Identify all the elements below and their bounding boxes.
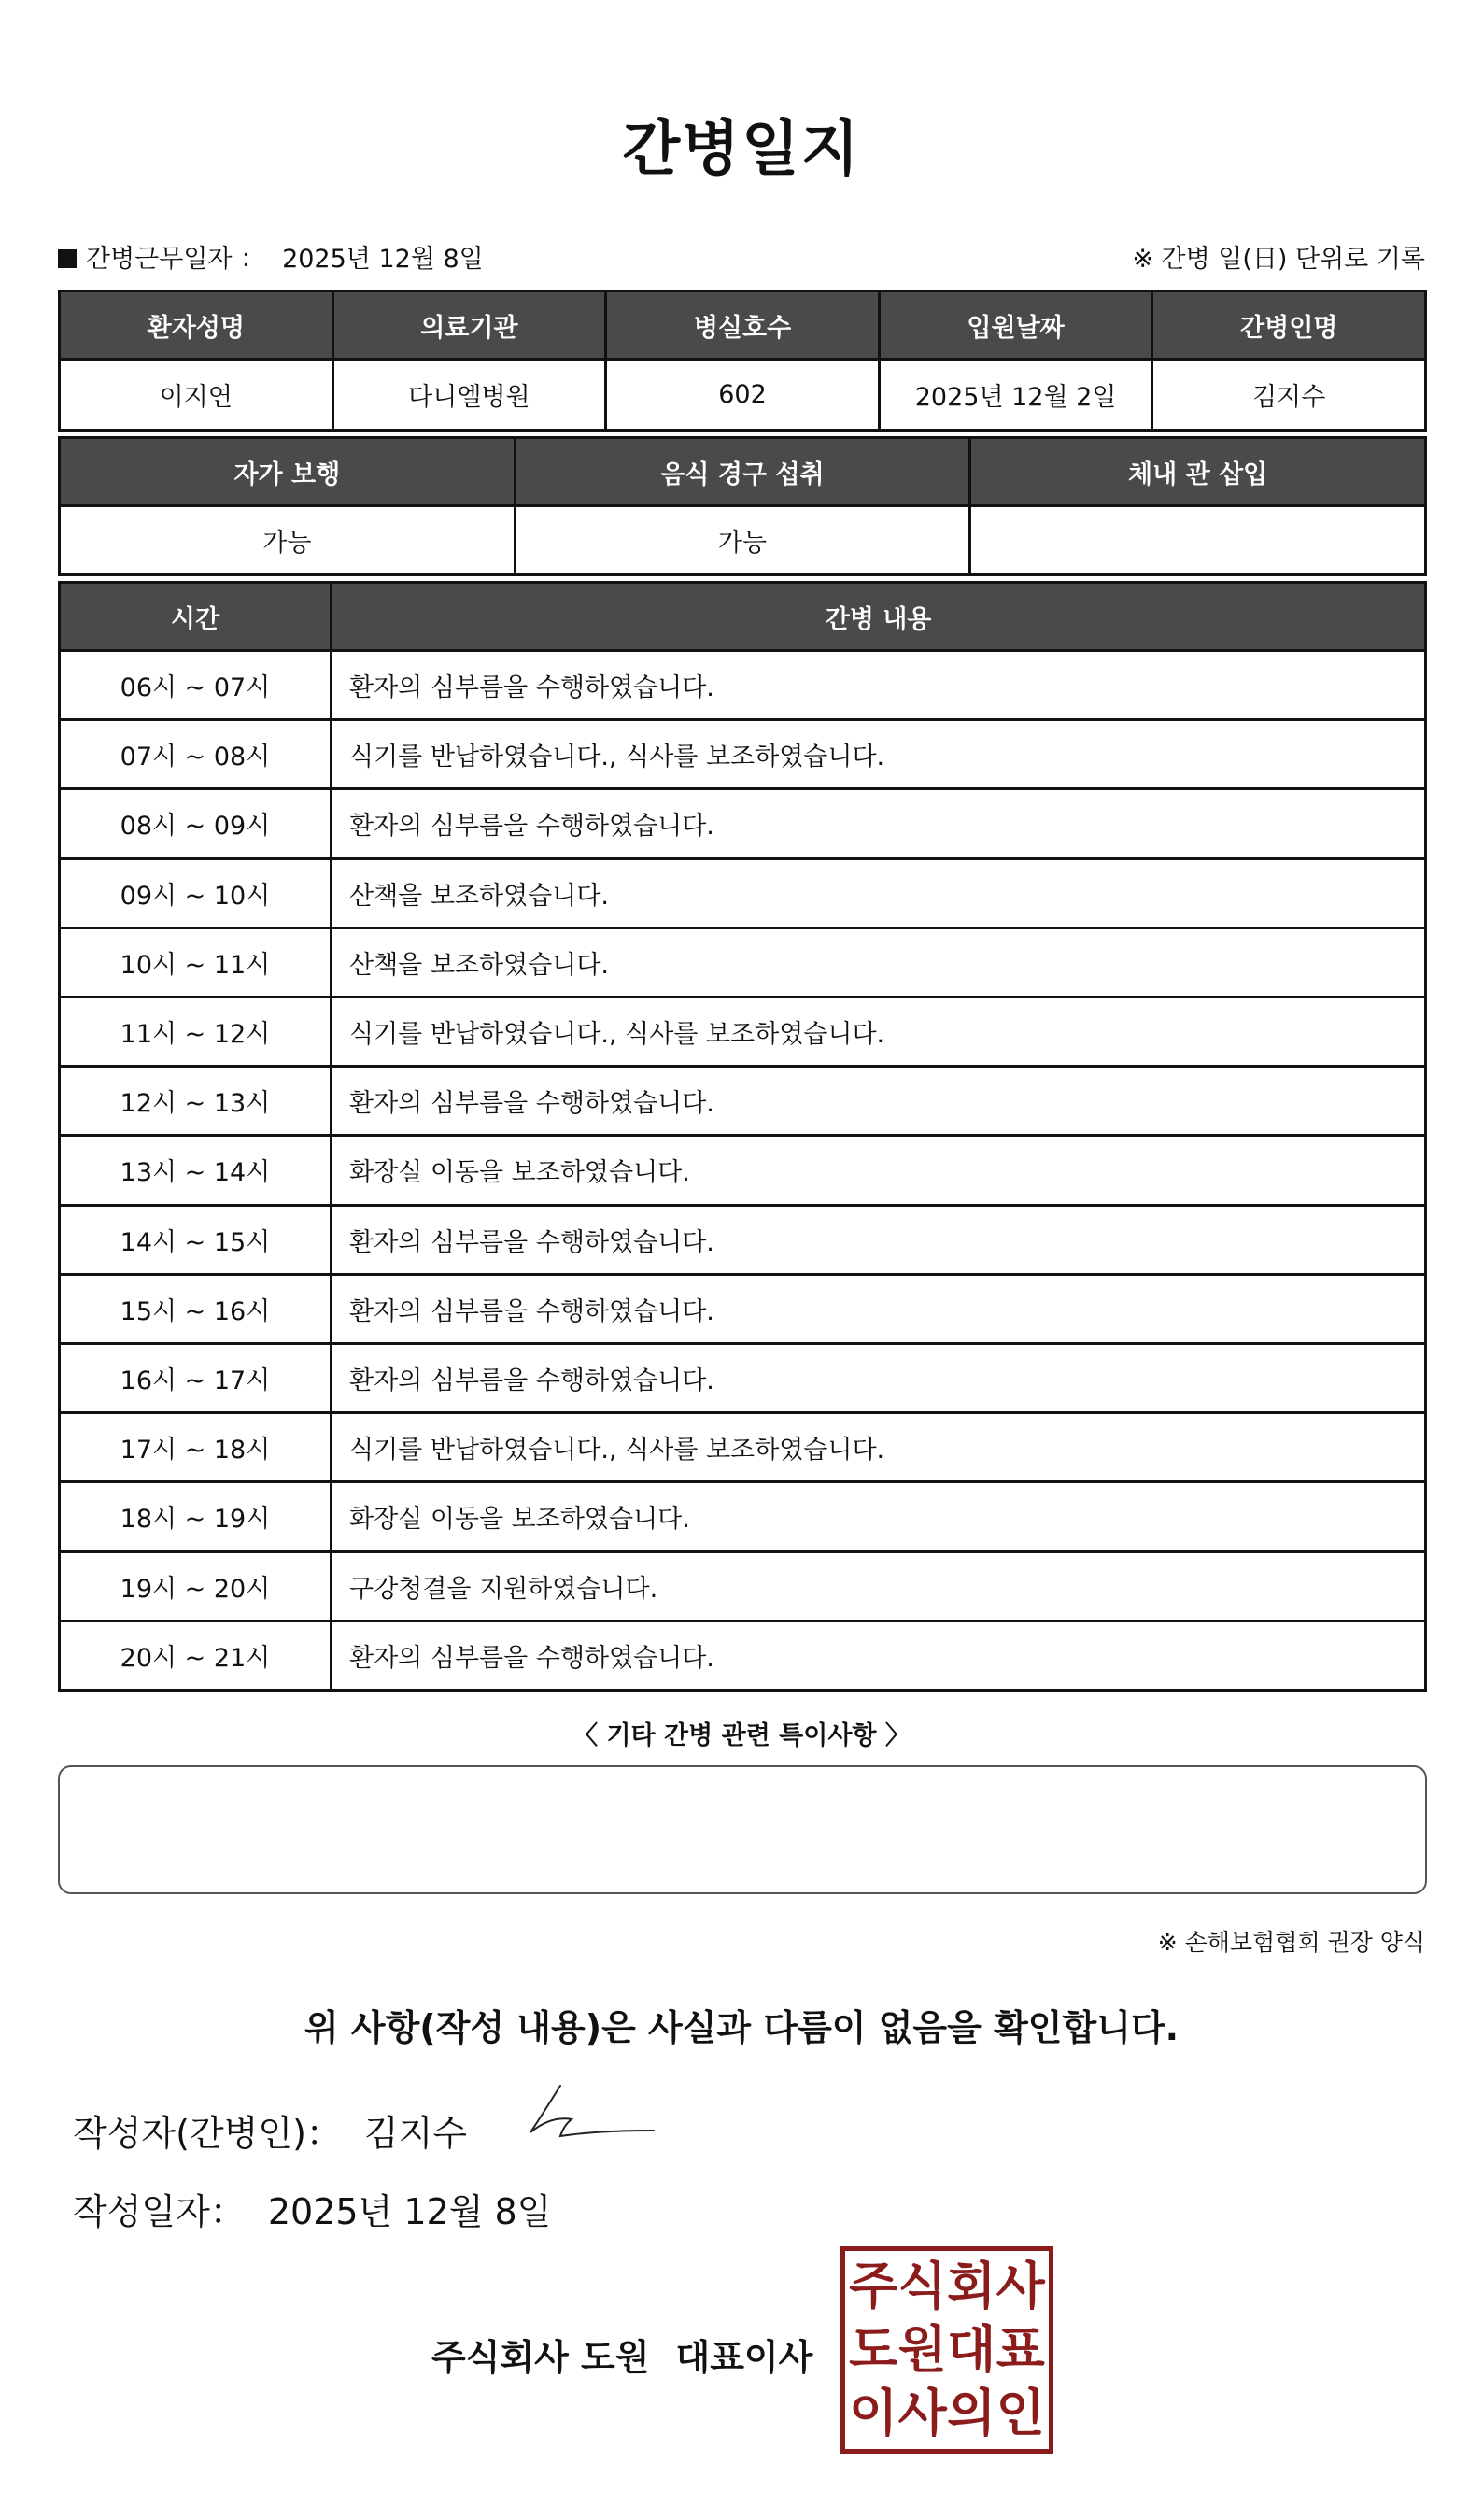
seal-char: 원 bbox=[897, 2320, 947, 2379]
header-patient-name: 환자성명 bbox=[61, 292, 332, 358]
log-content: 환자의 심부름을 수행하였습니다. bbox=[332, 790, 1424, 857]
work-date-value: 2025년 12월 8일 bbox=[282, 245, 484, 274]
seal-char: 사 bbox=[996, 2257, 1045, 2315]
unit-note: ※ 간병 일(日) 단위로 기록 bbox=[1132, 245, 1425, 274]
company-line bbox=[431, 2329, 812, 2380]
log-content: 산책을 보조하였습니다. bbox=[332, 929, 1424, 996]
header-self-walking: 자가 보행 bbox=[61, 439, 514, 504]
log-time: 13시 ~ 14시 bbox=[61, 1137, 330, 1203]
log-content: 환자의 심부름을 수행하였습니다. bbox=[332, 1207, 1424, 1273]
header-oral-intake: 음식 경구 섭취 bbox=[516, 439, 969, 504]
header-tube-insertion: 체내 관 삽입 bbox=[971, 439, 1424, 504]
seal-char: 의 bbox=[947, 2384, 996, 2442]
seal-char: 도 bbox=[849, 2320, 898, 2379]
header-time: 시간 bbox=[61, 584, 330, 649]
log-time: 14시 ~ 15시 bbox=[61, 1207, 330, 1273]
patient-name: 이지연 bbox=[61, 361, 332, 429]
oral-intake-value: 가능 bbox=[516, 507, 969, 573]
log-time: 15시 ~ 16시 bbox=[61, 1276, 330, 1342]
room-number: 602 bbox=[607, 361, 878, 429]
write-date-line bbox=[73, 2183, 551, 2234]
log-content: 화장실 이동을 보조하였습니다. bbox=[332, 1137, 1424, 1203]
log-time: 08시 ~ 09시 bbox=[61, 790, 330, 857]
log-time: 16시 ~ 17시 bbox=[61, 1345, 330, 1411]
log-content: 환자의 심부름을 수행하였습니다. bbox=[332, 1622, 1424, 1689]
header-caregiver-name: 간병인명 bbox=[1153, 292, 1424, 358]
log-time: 17시 ~ 18시 bbox=[61, 1414, 330, 1480]
special-notes-title: 〈 기타 간병 관련 특이사항 〉 bbox=[572, 1721, 911, 1750]
work-date-label: 간병근무일자 ： bbox=[86, 245, 266, 274]
company-rep: 대표이사 bbox=[675, 2337, 813, 2378]
log-content: 환자의 심부름을 수행하였습니다. bbox=[332, 1276, 1424, 1342]
patient-status-table bbox=[58, 436, 1427, 576]
log-time: 12시 ~ 13시 bbox=[61, 1068, 330, 1134]
seal-char: 인 bbox=[996, 2384, 1045, 2442]
writer-label: 작성자(간병인)： bbox=[73, 2113, 342, 2154]
caregiver-name: 김지수 bbox=[1153, 361, 1424, 429]
log-content: 식기를 반납하였습니다., 식사를 보조하였습니다. bbox=[332, 998, 1424, 1065]
log-time: 20시 ~ 21시 bbox=[61, 1622, 330, 1689]
log-content: 식기를 반납하였습니다., 식사를 보조하였습니다. bbox=[332, 721, 1424, 787]
signature-icon bbox=[523, 2078, 663, 2144]
log-content: 식기를 반납하였습니다., 식사를 보조하였습니다. bbox=[332, 1414, 1424, 1480]
hospital-name: 다니엘병원 bbox=[334, 361, 605, 429]
log-content: 환자의 심부름을 수행하였습니다. bbox=[332, 652, 1424, 718]
log-time: 11시 ~ 12시 bbox=[61, 998, 330, 1065]
log-content: 구강청결을 지원하였습니다. bbox=[332, 1553, 1424, 1620]
header-room: 병실호수 bbox=[607, 292, 878, 358]
write-date-value: 2025년 12월 8일 bbox=[267, 2191, 552, 2232]
company-name: 주식회사 도원 bbox=[431, 2337, 650, 2378]
log-content: 환자의 심부름을 수행하였습니다. bbox=[332, 1345, 1424, 1411]
admission-date: 2025년 12월 2일 bbox=[881, 361, 1151, 429]
square-bullet-icon bbox=[58, 249, 77, 268]
header-hospital: 의료기관 bbox=[334, 292, 605, 358]
seal-char: 이 bbox=[849, 2384, 898, 2442]
seal-char: 대 bbox=[947, 2320, 996, 2379]
tube-insertion-value bbox=[971, 507, 1424, 573]
work-date bbox=[58, 238, 484, 275]
company-seal bbox=[840, 2246, 1053, 2454]
care-log-table bbox=[58, 581, 1427, 1692]
seal-char: 식 bbox=[897, 2257, 947, 2315]
form-note: ※ 손해보험협회 권장 양식 bbox=[1157, 1929, 1425, 1956]
document-title: 간병일지 bbox=[622, 115, 861, 184]
log-content: 화장실 이동을 보조하였습니다. bbox=[332, 1483, 1424, 1550]
seal-char: 사 bbox=[897, 2384, 947, 2442]
confirmation-statement: 위 사항(작성 내용)은 사실과 다름이 없음을 확인합니다. bbox=[304, 2007, 1179, 2048]
writer-name: 김지수 bbox=[363, 2113, 468, 2154]
special-notes-box bbox=[58, 1765, 1427, 1894]
patient-info-table bbox=[58, 290, 1427, 432]
log-content: 산책을 보조하였습니다. bbox=[332, 860, 1424, 927]
seal-char: 주 bbox=[849, 2257, 898, 2315]
self-walking-value: 가능 bbox=[61, 507, 514, 573]
log-time: 07시 ~ 08시 bbox=[61, 721, 330, 787]
write-date-label: 작성일자： bbox=[73, 2191, 246, 2232]
log-time: 18시 ~ 19시 bbox=[61, 1483, 330, 1550]
log-time: 06시 ~ 07시 bbox=[61, 652, 330, 718]
seal-char: 회 bbox=[947, 2257, 996, 2315]
log-time: 10시 ~ 11시 bbox=[61, 929, 330, 996]
log-content: 환자의 심부름을 수행하였습니다. bbox=[332, 1068, 1424, 1134]
log-time: 19시 ~ 20시 bbox=[61, 1553, 330, 1620]
log-time: 09시 ~ 10시 bbox=[61, 860, 330, 927]
seal-char: 표 bbox=[996, 2320, 1045, 2379]
header-care-content: 간병 내용 bbox=[332, 584, 1424, 649]
writer-line bbox=[73, 2104, 467, 2156]
header-admission-date: 입원날짜 bbox=[881, 292, 1151, 358]
